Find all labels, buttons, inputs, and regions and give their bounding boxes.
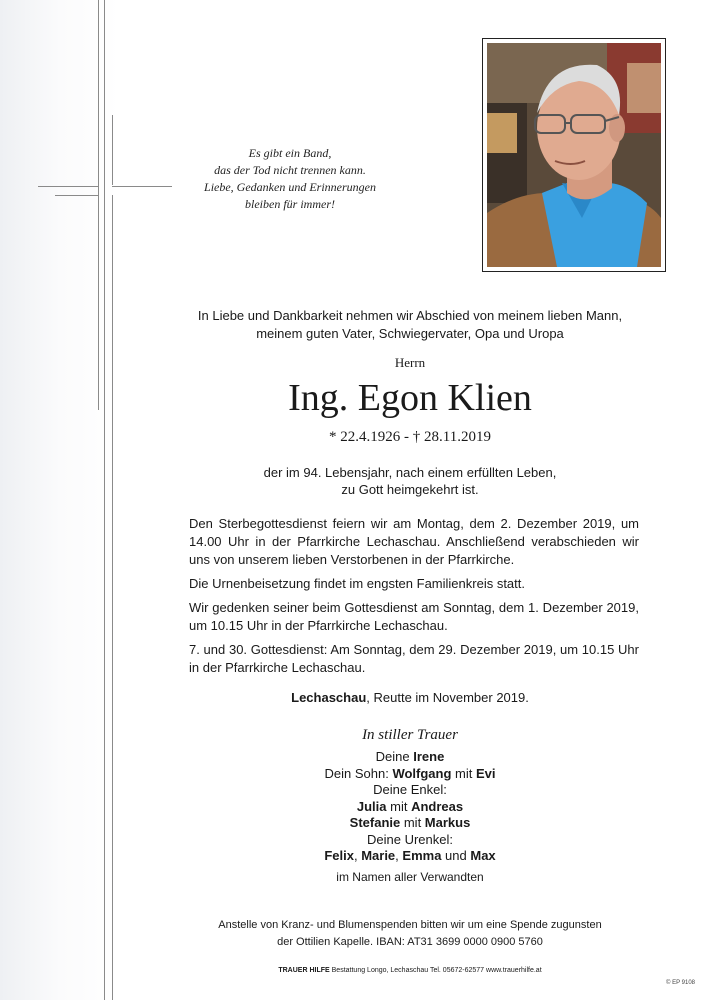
donation-note	[180, 917, 640, 951]
footer-text: Bestattung Longo, Lechaschau Tel. 05672-62577 www.trauerhilfe.at	[329, 967, 542, 974]
poem-line: Liebe, Gedanken und Erinnerungen	[204, 180, 376, 194]
family-line: Stefanie mit Markus	[349, 815, 471, 830]
life-dates: * 22.4.1926 - † 28.11.2019	[329, 429, 491, 445]
age-text	[180, 464, 640, 498]
intro-text	[180, 307, 640, 343]
poem	[170, 145, 410, 213]
age-line: der im 94. Lebensjahr, nach einem erfüllten Leben,	[263, 465, 557, 480]
donation-line: der Ottilien Kapelle. IBAN: AT31 3699 0000 0900 5760	[277, 936, 543, 948]
footer-brand: TRAUER HILFE	[278, 967, 330, 974]
mourning-title: In stiller Trauer	[362, 727, 458, 743]
family-list	[180, 749, 640, 865]
paragraph: Den Sterbegottesdienst feiern wir am Montag, dem 2. Dezember 2019, um 14.00 Uhr in der Pfarrkirche Lechaschau. Anschließend verabschieden wir uns von unserem lieben Verstorbenen in der Pfarrkirche.	[189, 516, 639, 567]
relatives-note: im Namen aller Verwandten	[336, 870, 484, 884]
deceased-name: Ing. Egon Klien	[288, 377, 532, 419]
family-line: Felix, Marie, Emma und Max	[324, 848, 496, 863]
ep-code: © EP 9108	[666, 980, 695, 986]
family-line: Dein Sohn: Wolfgang mit Evi	[324, 765, 496, 781]
age-line: zu Gott heimgekehrt ist.	[341, 482, 479, 497]
portrait-photo	[487, 43, 661, 267]
family-line: Deine Urenkel:	[367, 831, 453, 847]
donation-line: Anstelle von Kranz- und Blumenspenden bitten wir um eine Spende zugunsten	[218, 919, 602, 931]
footer	[180, 967, 640, 974]
poem-line: das der Tod nicht trennen kann.	[214, 163, 366, 177]
family-line: Deine Enkel:	[373, 782, 447, 797]
place-date	[180, 690, 640, 705]
paragraph: 7. und 30. Gottesdienst: Am Sonntag, dem 29. Dezember 2019, um 10.15 Uhr in der Pfarrkirche Lechaschau.	[189, 642, 639, 675]
poem-line: bleiben für immer!	[245, 197, 335, 211]
paragraph: Die Urnenbeisetzung findet im engsten Familienkreis statt.	[189, 576, 525, 591]
salutation: Herrn	[394, 355, 426, 370]
family-line: Deine Irene	[375, 749, 445, 764]
place-name: Lechaschau	[291, 690, 367, 705]
intro-line: meinem guten Vater, Schwiegervater, Opa und Uropa	[256, 326, 564, 341]
intro-line: In Liebe und Dankbarkeit nehmen wir Abschied von meinem lieben Mann,	[197, 308, 623, 323]
place-rest: , Reutte im November 2019.	[366, 690, 529, 705]
service-details	[189, 515, 639, 683]
poem-line: Es gibt ein Band,	[248, 146, 332, 160]
paragraph: Wir gedenken seiner beim Gottesdienst am Sonntag, dem 1. Dezember 2019, um 10.15 Uhr in der Pfarrkirche Lechaschau.	[189, 600, 639, 633]
portrait-photo-frame	[482, 38, 666, 272]
family-line: Julia mit Andreas	[356, 798, 464, 814]
